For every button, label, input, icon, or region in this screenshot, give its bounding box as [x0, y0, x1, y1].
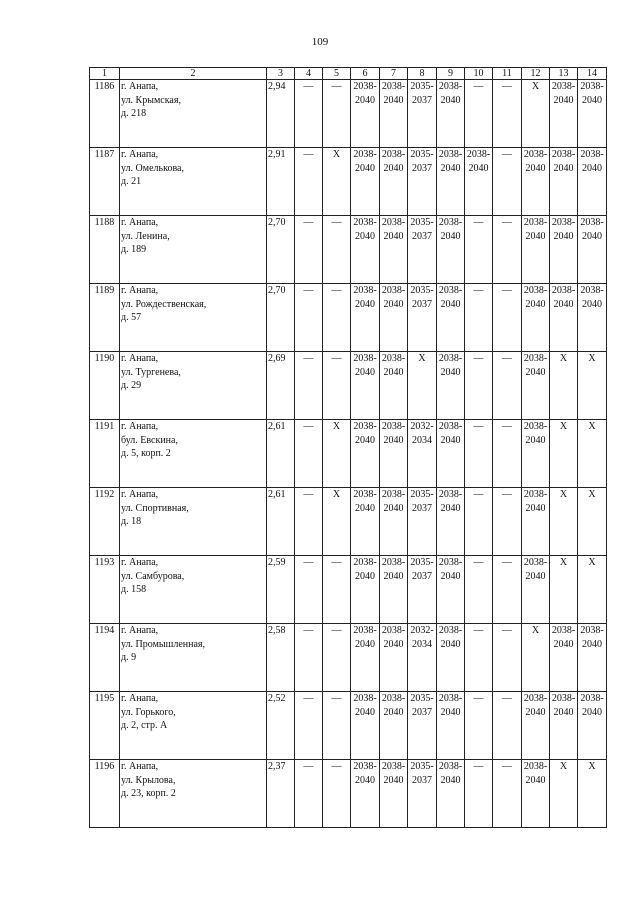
row-number-cell: 1193	[90, 556, 120, 624]
address-line: г. Анапа,	[121, 149, 159, 160]
address-line: ул. Омелькова,	[121, 162, 184, 174]
value-cell: —	[465, 284, 493, 352]
address-line: г. Анапа,	[121, 489, 159, 500]
area-cell: 2,94	[267, 80, 295, 148]
column-header: 11	[493, 68, 522, 80]
value-cell: —	[295, 692, 323, 760]
row-number-cell: 1194	[90, 624, 120, 692]
area-cell: 2,69	[267, 352, 295, 420]
value-cell: —	[493, 216, 522, 284]
value-cell: —	[323, 80, 351, 148]
address-line: д. 158	[121, 584, 147, 595]
value-cell: —	[465, 80, 493, 148]
value-cell: 2038- 2040	[437, 692, 465, 760]
column-header: 2	[120, 68, 267, 80]
row-number-cell: 1188	[90, 216, 120, 284]
address-cell	[120, 352, 267, 420]
value-cell: —	[493, 760, 522, 828]
value-cell: —	[465, 488, 493, 556]
address-line: г. Анапа,	[121, 761, 159, 772]
value-cell: 2038- 2040	[437, 420, 465, 488]
area-cell: 2,91	[267, 148, 295, 216]
value-cell: —	[493, 624, 522, 692]
column-header: 4	[295, 68, 323, 80]
value-cell: —	[493, 148, 522, 216]
value-cell: 2038- 2040	[380, 556, 408, 624]
value-cell: 2038- 2040	[437, 148, 465, 216]
value-cell: 2035- 2037	[408, 284, 437, 352]
area-cell: 2,61	[267, 488, 295, 556]
value-cell: 2038- 2040	[351, 352, 380, 420]
value-cell: —	[465, 624, 493, 692]
value-cell: —	[323, 556, 351, 624]
value-cell: 2038- 2040	[522, 556, 550, 624]
value-cell: 2038- 2040	[351, 148, 380, 216]
value-cell: —	[465, 420, 493, 488]
value-cell: 2035- 2037	[408, 556, 437, 624]
value-cell: 2038- 2040	[380, 284, 408, 352]
address-line: ул. Самбурова,	[121, 570, 185, 582]
value-cell: 2038- 2040	[522, 352, 550, 420]
value-cell: 2038- 2040	[437, 488, 465, 556]
address-line: ул. Крылова,	[121, 774, 176, 786]
address-line: ул. Рождественская,	[121, 298, 207, 310]
value-cell: 2038- 2040	[550, 284, 578, 352]
value-cell: Х	[550, 352, 578, 420]
value-cell: 2038- 2040	[465, 148, 493, 216]
value-cell: —	[295, 556, 323, 624]
value-cell: 2038- 2040	[550, 148, 578, 216]
row-number-cell: 1191	[90, 420, 120, 488]
value-cell: Х	[408, 352, 437, 420]
address-cell	[120, 488, 267, 556]
value-cell: 2038- 2040	[578, 692, 607, 760]
value-cell: —	[323, 352, 351, 420]
area-cell: 2,37	[267, 760, 295, 828]
value-cell: —	[295, 284, 323, 352]
table-row	[90, 216, 607, 284]
value-cell: 2038- 2040	[522, 216, 550, 284]
value-cell: 2038- 2040	[550, 216, 578, 284]
value-cell: Х	[323, 420, 351, 488]
value-cell: 2038- 2040	[522, 284, 550, 352]
area-cell: 2,58	[267, 624, 295, 692]
value-cell: 2038- 2040	[550, 692, 578, 760]
area-cell: 2,70	[267, 284, 295, 352]
page-number: 109	[311, 36, 329, 48]
value-cell: —	[493, 556, 522, 624]
value-cell: 2032- 2034	[408, 624, 437, 692]
address-cell	[120, 624, 267, 692]
value-cell: 2038- 2040	[351, 624, 380, 692]
value-cell: —	[465, 352, 493, 420]
address-line: г. Анапа,	[121, 693, 159, 704]
row-number-cell: 1192	[90, 488, 120, 556]
column-header: 1	[90, 68, 120, 80]
address-cell	[120, 420, 267, 488]
value-cell: —	[295, 420, 323, 488]
value-cell: Х	[550, 760, 578, 828]
value-cell: 2038- 2040	[550, 80, 578, 148]
value-cell: 2038- 2040	[437, 216, 465, 284]
address-line: д. 2, стр. А	[121, 720, 168, 731]
value-cell: —	[323, 692, 351, 760]
address-line: г. Анапа,	[121, 353, 159, 364]
value-cell: 2038- 2040	[380, 148, 408, 216]
value-cell: Х	[323, 148, 351, 216]
address-cell	[120, 148, 267, 216]
value-cell: 2035- 2037	[408, 80, 437, 148]
address-cell	[120, 556, 267, 624]
value-cell: Х	[578, 352, 607, 420]
registry-table	[89, 67, 607, 828]
value-cell: 2035- 2037	[408, 216, 437, 284]
column-header: 3	[267, 68, 295, 80]
address-line: д. 5, корп. 2	[121, 448, 171, 459]
value-cell: 2038- 2040	[351, 216, 380, 284]
value-cell: Х	[578, 556, 607, 624]
address-line: ул. Тургенева,	[121, 366, 181, 378]
address-line: д. 189	[121, 244, 147, 255]
value-cell: Х	[578, 488, 607, 556]
table-row	[90, 760, 607, 828]
address-line: ул. Ленина,	[121, 230, 170, 242]
address-line: д. 218	[121, 108, 147, 119]
value-cell: 2038- 2040	[437, 760, 465, 828]
table-row	[90, 692, 607, 760]
value-cell: 2038- 2040	[437, 352, 465, 420]
table-row	[90, 624, 607, 692]
value-cell: 2038- 2040	[351, 556, 380, 624]
value-cell: 2038- 2040	[578, 624, 607, 692]
row-number-cell: 1189	[90, 284, 120, 352]
row-number-cell: 1190	[90, 352, 120, 420]
value-cell: 2038- 2040	[578, 148, 607, 216]
column-header: 10	[465, 68, 493, 80]
value-cell: 2032- 2034	[408, 420, 437, 488]
table-header	[90, 68, 607, 80]
value-cell: 2038- 2040	[351, 284, 380, 352]
value-cell: 2038- 2040	[522, 148, 550, 216]
row-number-cell: 1186	[90, 80, 120, 148]
value-cell: Х	[550, 556, 578, 624]
value-cell: 2038- 2040	[351, 692, 380, 760]
value-cell: 2038- 2040	[351, 420, 380, 488]
value-cell: 2038- 2040	[437, 556, 465, 624]
value-cell: Х	[578, 760, 607, 828]
value-cell: —	[493, 284, 522, 352]
value-cell: —	[295, 352, 323, 420]
value-cell: 2038- 2040	[380, 692, 408, 760]
value-cell: —	[465, 692, 493, 760]
column-header: 6	[351, 68, 380, 80]
value-cell: 2038- 2040	[380, 420, 408, 488]
column-header: 5	[323, 68, 351, 80]
value-cell: —	[465, 556, 493, 624]
value-cell: —	[493, 80, 522, 148]
value-cell: 2038- 2040	[380, 216, 408, 284]
column-header: 9	[437, 68, 465, 80]
column-header: 8	[408, 68, 437, 80]
column-header: 13	[550, 68, 578, 80]
column-header: 12	[522, 68, 550, 80]
table-row	[90, 284, 607, 352]
value-cell: 2038- 2040	[351, 488, 380, 556]
table-row	[90, 148, 607, 216]
value-cell: 2038- 2040	[522, 488, 550, 556]
value-cell: 2038- 2040	[351, 760, 380, 828]
value-cell: Х	[522, 624, 550, 692]
address-cell	[120, 760, 267, 828]
value-cell: 2035- 2037	[408, 692, 437, 760]
value-cell: Х	[550, 420, 578, 488]
value-cell: 2035- 2037	[408, 760, 437, 828]
address-line: д. 29	[121, 380, 142, 391]
value-cell: —	[295, 488, 323, 556]
value-cell: Х	[323, 488, 351, 556]
value-cell: 2038- 2040	[578, 284, 607, 352]
address-line: г. Анапа,	[121, 557, 159, 568]
area-cell: 2,59	[267, 556, 295, 624]
value-cell: —	[295, 760, 323, 828]
address-cell	[120, 80, 267, 148]
column-header: 7	[380, 68, 408, 80]
address-line: г. Анапа,	[121, 625, 159, 636]
value-cell: —	[493, 488, 522, 556]
area-cell: 2,52	[267, 692, 295, 760]
area-cell: 2,70	[267, 216, 295, 284]
value-cell: 2035- 2037	[408, 488, 437, 556]
address-line: д. 57	[121, 312, 142, 323]
value-cell: —	[493, 692, 522, 760]
value-cell: —	[323, 624, 351, 692]
value-cell: 2038- 2040	[380, 352, 408, 420]
address-line: д. 9	[121, 652, 137, 663]
address-line: ул. Промышленная,	[121, 638, 205, 650]
value-cell: 2038- 2040	[578, 80, 607, 148]
value-cell: —	[295, 148, 323, 216]
value-cell: —	[493, 420, 522, 488]
row-number-cell: 1187	[90, 148, 120, 216]
table-row	[90, 352, 607, 420]
row-number-cell: 1195	[90, 692, 120, 760]
address-line: г. Анапа,	[121, 217, 159, 228]
address-cell	[120, 692, 267, 760]
table-row	[90, 420, 607, 488]
value-cell: 2038- 2040	[380, 80, 408, 148]
value-cell: 2038- 2040	[578, 216, 607, 284]
value-cell: 2038- 2040	[380, 760, 408, 828]
address-line: г. Анапа,	[121, 421, 159, 432]
value-cell: 2038- 2040	[380, 488, 408, 556]
value-cell: 2038- 2040	[351, 80, 380, 148]
value-cell: —	[465, 760, 493, 828]
value-cell: —	[323, 284, 351, 352]
value-cell: 2038- 2040	[522, 760, 550, 828]
value-cell: —	[493, 352, 522, 420]
value-cell: 2038- 2040	[380, 624, 408, 692]
value-cell: 2038- 2040	[522, 692, 550, 760]
address-line: д. 23, корп. 2	[121, 788, 176, 799]
address-line: г. Анапа,	[121, 285, 159, 296]
value-cell: 2038- 2040	[437, 624, 465, 692]
table-row	[90, 80, 607, 148]
value-cell: 2038- 2040	[437, 284, 465, 352]
column-number-row	[90, 68, 607, 80]
address-line: ул. Крымская,	[121, 94, 181, 106]
value-cell: Х	[578, 420, 607, 488]
value-cell: 2038- 2040	[437, 80, 465, 148]
address-line: г. Анапа,	[121, 81, 159, 92]
address-line: ул. Спортивная,	[121, 502, 189, 514]
value-cell: —	[295, 216, 323, 284]
address-line: бул. Евскина,	[121, 434, 178, 446]
value-cell: Х	[550, 488, 578, 556]
address-cell	[120, 284, 267, 352]
table-row	[90, 488, 607, 556]
value-cell: —	[323, 760, 351, 828]
address-line: ул. Горького,	[121, 706, 176, 718]
column-header: 14	[578, 68, 607, 80]
address-line: д. 21	[121, 176, 142, 187]
value-cell: Х	[522, 80, 550, 148]
value-cell: —	[323, 216, 351, 284]
row-number-cell: 1196	[90, 760, 120, 828]
address-line: д. 18	[121, 516, 142, 527]
address-cell	[120, 216, 267, 284]
table-row	[90, 556, 607, 624]
value-cell: 2035- 2037	[408, 148, 437, 216]
value-cell: 2038- 2040	[550, 624, 578, 692]
area-cell: 2,61	[267, 420, 295, 488]
table-body	[90, 80, 607, 828]
value-cell: —	[295, 80, 323, 148]
value-cell: —	[465, 216, 493, 284]
value-cell: —	[295, 624, 323, 692]
value-cell: 2038- 2040	[522, 420, 550, 488]
